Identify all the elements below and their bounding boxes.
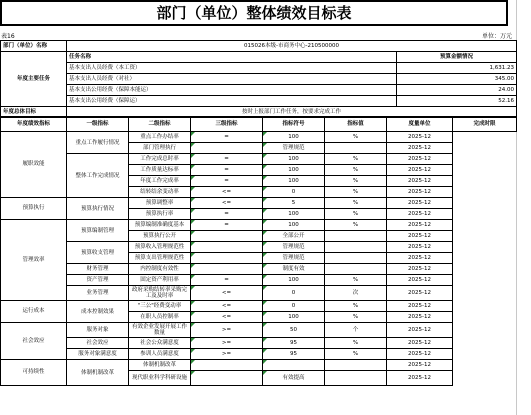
level2-indicator[interactable]: 预算执行情况 <box>67 198 129 220</box>
level3-indicator[interactable]: 社会公众满意度 <box>129 338 191 349</box>
table-row <box>1 360 517 371</box>
indicator-label: 年度绩效指标 <box>1 117 67 132</box>
level1-indicator[interactable]: 管理效率 <box>1 220 67 301</box>
budget-header: 预算金额情况 <box>397 52 517 63</box>
indicator-symbol[interactable]: = <box>191 132 263 143</box>
level3-indicator[interactable]: 年度工作完成率 <box>129 176 191 187</box>
indicator-value[interactable]: 100 <box>263 165 325 176</box>
measure-unit[interactable] <box>325 242 387 253</box>
indicator-value[interactable]: 0 <box>263 187 325 198</box>
indicator-value[interactable]: 100 <box>263 312 325 323</box>
level3-indicator[interactable]: 结转结余变动率 <box>129 187 191 198</box>
completion-time[interactable]: 2025-12 <box>387 220 453 231</box>
level3-indicator[interactable]: 工作完成总时率 <box>129 154 191 165</box>
task-name[interactable]: 基本支出公用经费（保障运） <box>67 96 397 107</box>
indicator-symbol[interactable]: = <box>191 275 263 286</box>
level3-indicator[interactable]: 重点工作办结率 <box>129 132 191 143</box>
year-goal-label: 年度总体目标 <box>1 107 67 118</box>
level3-indicator[interactable]: 参训人员满意度 <box>129 349 191 360</box>
completion-time[interactable]: 2025-12 <box>387 165 453 176</box>
level3-indicator[interactable]: 预算执行公开 <box>129 231 191 242</box>
task-amount[interactable]: 1,631.23 <box>397 63 517 74</box>
indicator-value[interactable] <box>263 360 325 371</box>
indicator-symbol[interactable] <box>191 371 263 386</box>
indicator-value[interactable]: 制度有效 <box>263 264 325 275</box>
measure-unit[interactable]: % <box>325 312 387 323</box>
measure-unit[interactable]: 个 <box>325 323 387 338</box>
level2-indicator[interactable]: 服务对象满意度 <box>67 349 129 360</box>
level2-indicator[interactable]: 体制机制改革 <box>67 360 129 386</box>
completion-time[interactable]: 2025-12 <box>387 286 453 301</box>
table-row <box>1 242 517 253</box>
indicator-value[interactable]: 100 <box>263 154 325 165</box>
header-cell: 指标符号 <box>263 117 325 132</box>
measure-unit[interactable] <box>325 360 387 371</box>
measure-unit[interactable] <box>325 371 387 386</box>
level1-indicator[interactable]: 社会效应 <box>1 323 67 360</box>
indicator-symbol[interactable]: <= <box>191 198 263 209</box>
level2-indicator[interactable]: 社会效应 <box>67 338 129 349</box>
indicator-symbol[interactable] <box>191 360 263 371</box>
task-name[interactable]: 基本支出人员经费（对社） <box>67 74 397 85</box>
completion-time[interactable]: 2025-12 <box>387 154 453 165</box>
measure-unit[interactable] <box>325 264 387 275</box>
level3-indicator[interactable]: 体制机制改革 <box>129 360 191 371</box>
completion-time[interactable]: 2025-12 <box>387 143 453 154</box>
completion-time[interactable]: 2025-12 <box>387 231 453 242</box>
level1-indicator[interactable]: 运行成本 <box>1 301 67 323</box>
level2-indicator[interactable]: 预算收支管理 <box>67 242 129 264</box>
indicator-value[interactable]: 95 <box>263 349 325 360</box>
header-cell: 指标值 <box>325 117 387 132</box>
task-header: 任务名称 <box>67 52 397 63</box>
completion-time[interactable]: 2025-12 <box>387 253 453 264</box>
level3-indicator[interactable]: 政府采购结转率采购完工及及时率 <box>129 286 191 301</box>
level2-indicator[interactable]: 成本控制效果 <box>67 301 129 323</box>
completion-time[interactable]: 2025-12 <box>387 349 453 360</box>
table-row <box>1 275 517 286</box>
level3-indicator[interactable]: 预算编制准确度基本 <box>129 220 191 231</box>
indicator-symbol[interactable]: >= <box>191 323 263 338</box>
level2-indicator[interactable]: 重点工作履行情况 <box>67 132 129 154</box>
indicator-symbol[interactable]: <= <box>191 301 263 312</box>
task-name[interactable]: 基本支出公用经费（保障本能运） <box>67 85 397 96</box>
table-row <box>1 338 517 349</box>
header-cell: 度量单位 <box>387 117 453 132</box>
level3-indicator[interactable]: 在职人员控制率 <box>129 312 191 323</box>
indicator-value[interactable]: 50 <box>263 323 325 338</box>
completion-time[interactable]: 2025-12 <box>387 264 453 275</box>
indicator-value[interactable]: 100 <box>263 220 325 231</box>
measure-unit[interactable]: % <box>325 349 387 360</box>
level1-indicator[interactable]: 可持续性 <box>1 360 67 386</box>
indicator-symbol[interactable]: = <box>191 154 263 165</box>
table-row <box>1 323 517 338</box>
indicator-symbol[interactable] <box>191 231 263 242</box>
measure-unit[interactable]: % <box>325 187 387 198</box>
level3-indicator[interactable]: 固定资产利用率 <box>129 275 191 286</box>
indicator-value[interactable]: 0 <box>263 286 325 301</box>
level3-indicator[interactable]: 预算执行率 <box>129 209 191 220</box>
level3-indicator[interactable]: "三公"经费变动率 <box>129 301 191 312</box>
indicator-symbol[interactable] <box>191 143 263 154</box>
measure-unit[interactable]: % <box>325 209 387 220</box>
dept-label-cell: 部门（单位）名称 <box>1 41 67 52</box>
level2-indicator[interactable]: 预算编制管理 <box>67 220 129 242</box>
table-row <box>1 286 517 301</box>
indicator-symbol[interactable]: = <box>191 220 263 231</box>
completion-time[interactable]: 2025-12 <box>387 132 453 143</box>
indicator-table <box>0 116 517 386</box>
indicator-symbol[interactable] <box>191 242 263 253</box>
level3-indicator[interactable]: 工作质量达标率 <box>129 165 191 176</box>
completion-time[interactable]: 2025-12 <box>387 242 453 253</box>
measure-unit[interactable] <box>325 231 387 242</box>
indicator-symbol[interactable]: >= <box>191 349 263 360</box>
measure-unit[interactable]: % <box>325 301 387 312</box>
indicator-symbol[interactable]: = <box>191 209 263 220</box>
year-goal-text[interactable]: 按时上报部门工作任务，按要求完成工作 <box>67 107 517 118</box>
header-cell: 三级指标 <box>191 117 263 132</box>
completion-time[interactable]: 2025-12 <box>387 338 453 349</box>
measure-unit[interactable]: % <box>325 220 387 231</box>
completion-time[interactable]: 2025-12 <box>387 187 453 198</box>
indicator-symbol[interactable]: >= <box>191 338 263 349</box>
indicator-value[interactable]: 100 <box>263 176 325 187</box>
indicator-value[interactable]: 100 <box>263 132 325 143</box>
level3-indicator[interactable]: 预算调整率 <box>129 198 191 209</box>
indicator-symbol[interactable]: = <box>191 176 263 187</box>
measure-unit[interactable] <box>325 253 387 264</box>
level3-indicator[interactable]: 有效企业发展开展工作数量 <box>129 323 191 338</box>
header-cell: 二级指标 <box>129 117 191 132</box>
indicator-symbol[interactable]: = <box>191 165 263 176</box>
measure-unit[interactable]: % <box>325 198 387 209</box>
level3-indicator[interactable]: 内控制度有效性 <box>129 264 191 275</box>
table-row <box>1 301 517 312</box>
indicator-symbol[interactable] <box>191 253 263 264</box>
indicator-value[interactable]: 全部公开 <box>263 231 325 242</box>
task-name[interactable]: 基本支出人员经费（本工资） <box>67 63 397 74</box>
table-row <box>1 349 517 360</box>
level2-indicator[interactable]: 资产管理 <box>67 275 129 286</box>
completion-time[interactable]: 2025-12 <box>387 209 453 220</box>
measure-unit[interactable]: % <box>325 176 387 187</box>
completion-time[interactable]: 2025-12 <box>387 360 453 371</box>
page-title: 部门（单位）整体绩效目标表 <box>0 0 508 26</box>
level3-indicator[interactable]: 部门管理执行 <box>129 143 191 154</box>
year-tasks-label: 年度主要任务 <box>1 52 67 107</box>
indicator-symbol[interactable] <box>191 264 263 275</box>
level3-indicator[interactable]: 预算支出管理规范性 <box>129 253 191 264</box>
table-row <box>1 198 517 209</box>
measure-unit[interactable]: % <box>325 338 387 349</box>
indicator-symbol[interactable]: <= <box>191 286 263 301</box>
level1-indicator[interactable]: 预算执行 <box>1 198 67 220</box>
indicator-value[interactable]: 管理规范 <box>263 253 325 264</box>
dept-name-cell[interactable]: 015026本级-市商务中心-210500000 <box>67 41 517 52</box>
task-amount[interactable]: 24.00 <box>397 85 517 96</box>
completion-time[interactable]: 2025-12 <box>387 371 453 386</box>
completion-time[interactable]: 2025-12 <box>387 198 453 209</box>
table-row <box>1 264 517 275</box>
indicator-value[interactable]: 0 <box>263 301 325 312</box>
header-cell: 完成时限 <box>453 117 517 132</box>
completion-time[interactable]: 2025-12 <box>387 275 453 286</box>
measure-unit[interactable] <box>325 143 387 154</box>
completion-time[interactable]: 2025-12 <box>387 312 453 323</box>
level3-indicator[interactable]: 预算收入管理规范性 <box>129 242 191 253</box>
level2-indicator[interactable]: 业务管理 <box>67 286 129 301</box>
indicator-value[interactable]: 95 <box>263 338 325 349</box>
header-cell: 一级指标 <box>67 117 129 132</box>
level3-indicator[interactable]: 现代职业科学科研设施 <box>129 371 191 386</box>
indicator-symbol[interactable]: <= <box>191 187 263 198</box>
indicator-value[interactable]: 有效提高 <box>263 371 325 386</box>
indicator-value[interactable]: 管理规范 <box>263 143 325 154</box>
indicator-value[interactable]: 管理规范 <box>263 242 325 253</box>
task-amount[interactable]: 345.00 <box>397 74 517 85</box>
header-table <box>0 40 517 118</box>
completion-time[interactable]: 2025-12 <box>387 323 453 338</box>
indicator-value[interactable]: 5 <box>263 198 325 209</box>
indicator-value[interactable]: 100 <box>263 275 325 286</box>
measure-unit[interactable]: % <box>325 275 387 286</box>
task-amount[interactable]: 52.16 <box>397 96 517 107</box>
completion-time[interactable]: 2025-12 <box>387 301 453 312</box>
measure-unit[interactable]: % <box>325 154 387 165</box>
table-number: 表16 <box>1 33 15 40</box>
level2-indicator[interactable]: 整体工作完成情况 <box>67 154 129 198</box>
table-row <box>1 154 517 165</box>
indicator-symbol[interactable]: <= <box>191 312 263 323</box>
measure-unit[interactable]: 次 <box>325 286 387 301</box>
completion-time[interactable]: 2025-12 <box>387 176 453 187</box>
table-row <box>1 132 517 143</box>
measure-unit[interactable]: % <box>325 165 387 176</box>
level1-indicator[interactable]: 履职效能 <box>1 132 67 198</box>
indicator-value[interactable]: 100 <box>263 209 325 220</box>
table-row <box>1 220 517 231</box>
level2-indicator[interactable]: 服务对象 <box>67 323 129 338</box>
level2-indicator[interactable]: 财务管理 <box>67 264 129 275</box>
measure-unit[interactable]: % <box>325 132 387 143</box>
unit-label: 单位：万元 <box>482 33 513 40</box>
